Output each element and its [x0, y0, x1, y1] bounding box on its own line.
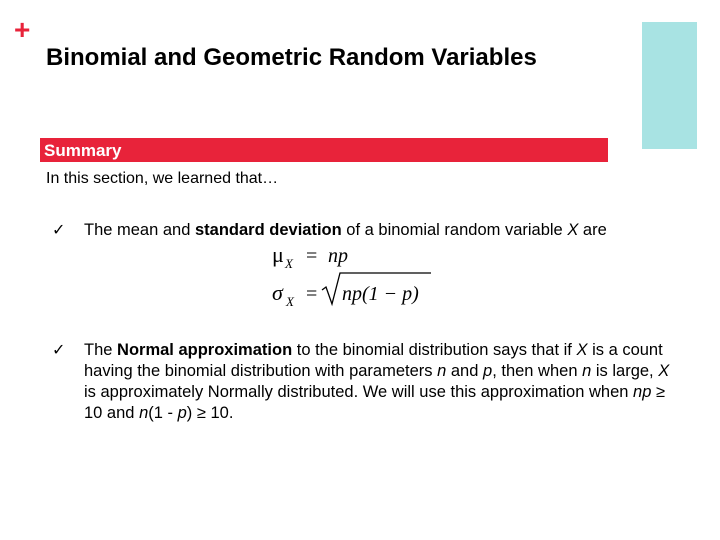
- mean-rhs: np: [328, 245, 348, 267]
- decorative-accent-block: [642, 22, 697, 149]
- text-run: ≥ 10 and: [84, 383, 666, 422]
- text-run: are: [578, 221, 607, 239]
- text-run: is a count having the binomial distribution with parameters: [84, 341, 663, 380]
- summary-banner: [40, 138, 608, 162]
- text-run: n: [139, 404, 149, 422]
- text-run: X: [576, 341, 588, 359]
- mu-symbol: μ: [272, 242, 284, 267]
- text-run: X: [658, 362, 670, 380]
- text-run: The mean and: [84, 221, 195, 239]
- sigma-symbol: σ: [272, 280, 283, 305]
- text-run: of a binomial random variable: [341, 221, 568, 239]
- text-run: n: [437, 362, 447, 380]
- text-run: to the binomial distribution says that if: [292, 341, 577, 359]
- text-run: The: [84, 341, 118, 359]
- text-run: , then when: [492, 362, 583, 380]
- text-run: p: [483, 362, 493, 380]
- checkmark-icon: ✓: [52, 340, 66, 359]
- sd-subscript: X: [286, 294, 294, 309]
- text-run: Normal approximation: [117, 341, 293, 359]
- text-run: is large,: [591, 362, 659, 380]
- checkmark-icon: ✓: [52, 220, 66, 239]
- text-run: p: [177, 404, 187, 422]
- text-run: (1 -: [148, 404, 178, 422]
- formula-graphic: [272, 240, 447, 310]
- mean-subscript: X: [285, 256, 293, 271]
- slide-title: Binomial and Geometric Random Variables: [46, 44, 537, 71]
- sd-equals: =: [306, 283, 318, 305]
- bullet-mean-sd: [84, 220, 684, 241]
- mean-equals: =: [306, 245, 318, 267]
- text-run: and: [446, 362, 483, 380]
- summary-label: Summary: [44, 141, 122, 160]
- text-run: n: [582, 362, 592, 380]
- intro-text: In this section, we learned that…: [46, 170, 279, 187]
- sd-radicand: np(1 − p): [342, 283, 419, 305]
- binomial-formulas: [272, 240, 447, 310]
- text-run: is approximately Normally distributed. We will use this approximation when: [84, 383, 634, 401]
- text-run: np: [633, 383, 652, 401]
- plus-icon: +: [14, 14, 31, 45]
- text-run: ) ≥ 10.: [186, 404, 234, 422]
- text-run: X: [567, 221, 579, 239]
- bullet-normal-approximation: [84, 340, 684, 424]
- text-run: standard deviation: [195, 221, 342, 239]
